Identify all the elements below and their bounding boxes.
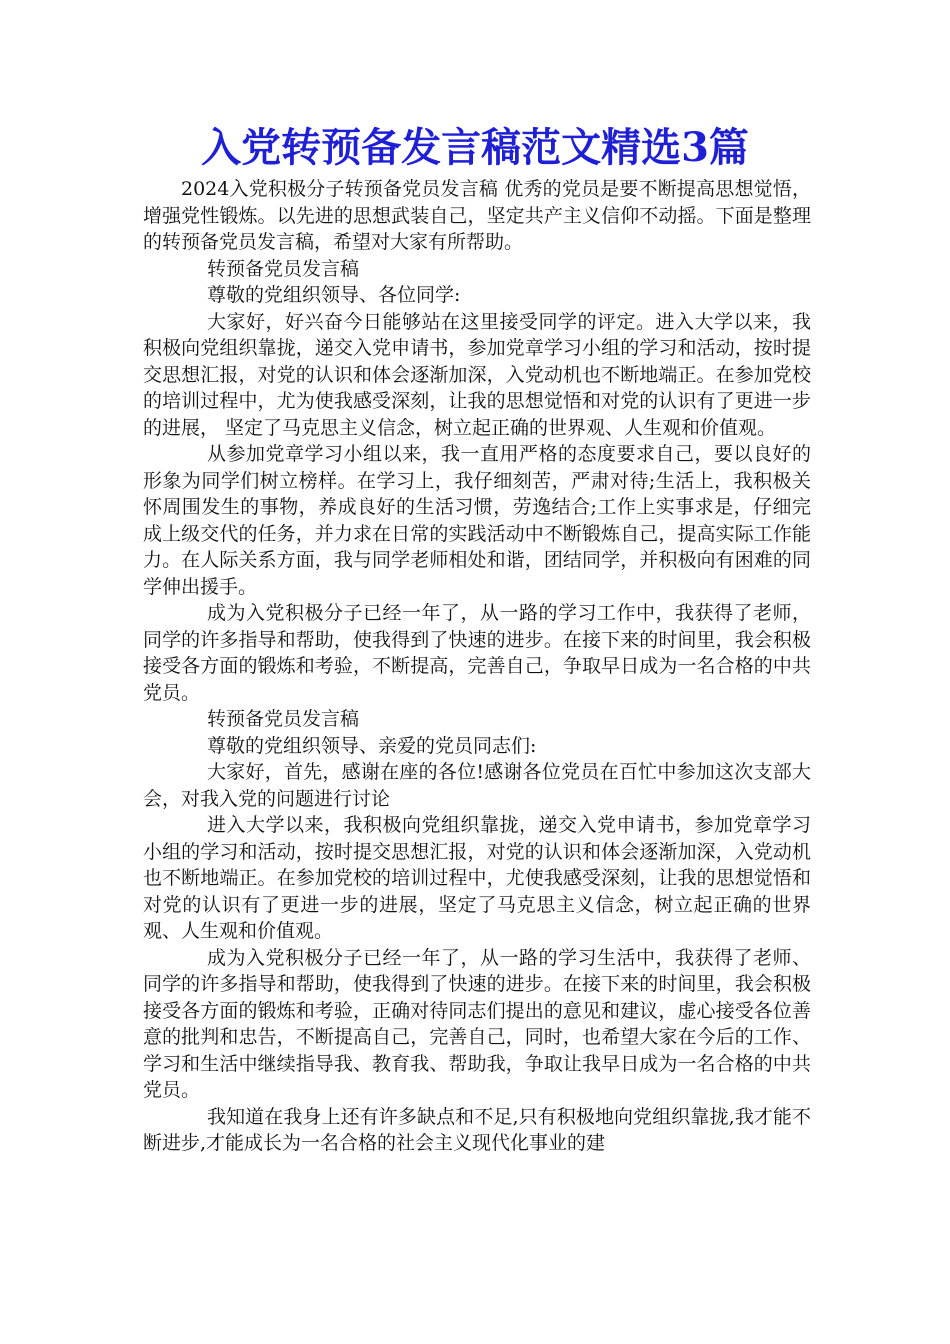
paragraph: 进入大学以来，我积极向党组织靠拢，递交入党申请书，参加党章学习小组的学习和活动，按时提交思想汇报，对党的认识和体会逐渐加深，入党动机也不断地端正。在参加党校的培训过程中，尤使我感受深刻，让我的思想觉悟和对党的认识有了更进一步的进展，坚定了马克思主义信念，树立起正确的世界观、人生观和价值观。 (143, 814, 811, 942)
paragraph: 大家好，好兴奋今日能够站在这里接受同学的评定。进入大学以来，我积极向党组织靠拢，递交入党申请书，参加党章学习小组的学习和活动，按时提交思想汇报，对党的认识和体会逐渐加深，入党动机也不断地端正。在参加党校的培训过程中，尤为使我感受深刻，让我的思想觉悟和对党的认识有了更进一步的进展， 坚定了马克思主义信念，树立起正确的世界观、人生观和价值观。 (143, 310, 811, 439)
salutation-1: 尊敬的党组织领导、各位同学: (207, 284, 461, 306)
paragraph-intro: 2024入党积极分子转预备党员发言稿 优秀的党员是要不断提高思想觉悟，增强党性锻炼。以先进的思想武装自己，坚定共产主义信仰不动摇。下面是整理的转预备党员发言稿，希望对大家有所帮助。 (143, 178, 811, 253)
section-heading-2: 转预备党员发言稿 (207, 708, 360, 730)
paragraph: 大家好，首先，感谢在座的各位!感谢各位党员在百忙中参加这次支部大会，对我入党的问题进行讨论 (143, 761, 811, 810)
salutation-2: 尊敬的党组织领导、亲爱的党员同志们: (207, 734, 537, 757)
paragraph: 从参加党章学习小组以来，我一直用严格的态度要求自己，要以良好的形象为同学们树立榜样。在学习上，我仔细刻苦，严肃对待;生活上，我积极关怀周围发生的事物，养成良好的生活习惯，劳逸结合;工作上实事求是，仔细完成上级交代的任务，并力求在日常的实践活动中不断锻炼自己，提高实际工作能力。在人际关系方面，我与同学老师相处和谐，团结同学，并积极向有困难的同学伸出援手。 (143, 443, 811, 598)
paragraph: 成为入党积极分子已经一年了，从一路的学习生活中，我获得了老师、同学的许多指导和帮助，使我得到了快速的进步。在接下来的时间里，我会积极接受各方面的锻炼和考验，正确对待同志们提出的意见和建议，虚心接受各位善意的批判和忠告，不断提高自己，完善自己，同时，也希望大家在今后的工作、学习和生活中继续指导我、教育我、帮助我，争取让我早日成为一名合格的中共党员。 (143, 946, 811, 1101)
paragraph: 我知道在我身上还有许多缺点和不足,只有积极地向党组织靠拢,我才能不断进步,才能成长为一名合格的社会主义现代化事业的建 (143, 1105, 811, 1154)
document-title: 入党转预备发言稿范文精选3篇 (201, 124, 749, 171)
paragraph: 成为入党积极分子已经一年了，从一路的学习工作中，我获得了老师，同学的许多指导和帮助，使我得到了快速的进步。在接下来的时间里，我会积极接受各方面的锻炼和考验，不断提高，完善自己，争取早日成为一名合格的中共党员。 (143, 602, 811, 704)
section-heading-1: 转预备党员发言稿 (207, 257, 360, 280)
document-body (143, 176, 811, 1157)
